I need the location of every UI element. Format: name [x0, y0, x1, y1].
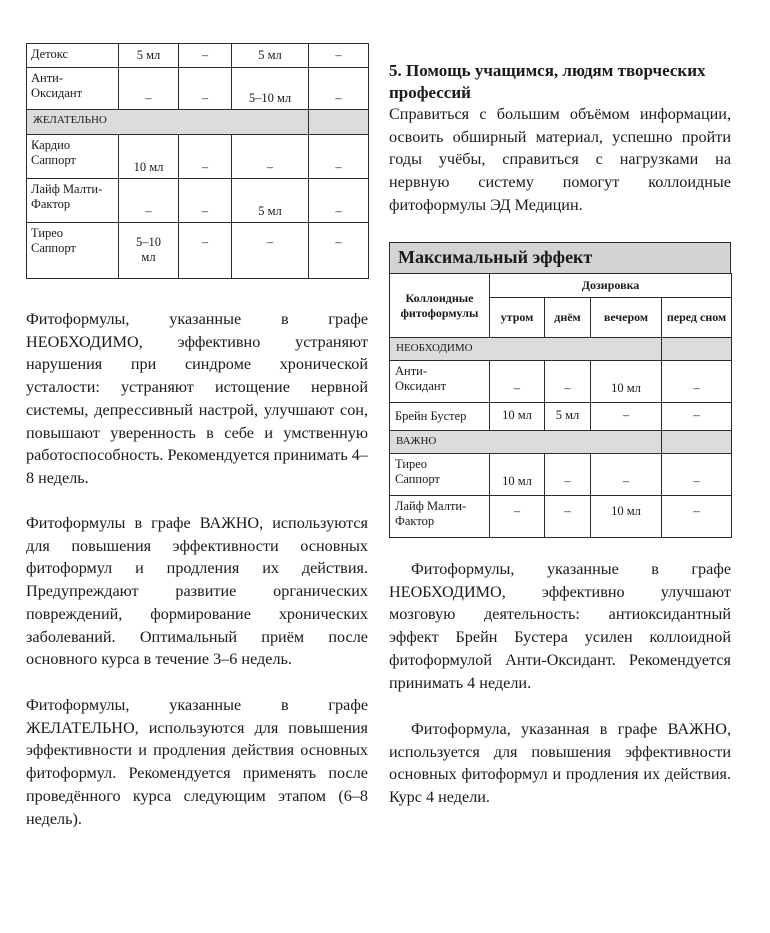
table-cell: – [179, 179, 232, 223]
table-cell: – [662, 403, 732, 431]
table-cell: – [309, 44, 369, 68]
paragraph: Фитоформулы, указанные в графе НЕОБХОДИМО, эффективно устраняют нарушения при синдроме хронической усталости: устраняют истощение нервной системы, депрессивный настрой, улучшают сон, повышают уверенность в себе и умственную работоспособность. Рекомендуется принимать 4–8 недель. [26, 310, 368, 487]
table-cell: 5 мл [545, 403, 591, 431]
table-section-row [27, 110, 369, 135]
table-row [27, 68, 369, 110]
column-header-name: Коллоидные фитоформулы [390, 274, 490, 338]
table-cell: – [490, 496, 545, 538]
table-cell-name: Кардио Саппорт [27, 135, 119, 179]
table-section-row [390, 431, 732, 454]
table-cell: 5–10 мл [119, 223, 179, 279]
table-cell: 10 мл [119, 135, 179, 179]
table-row [390, 496, 732, 538]
table-cell: 5–10 мл [232, 68, 309, 110]
table-cell: – [545, 361, 591, 403]
table-cell-name: Анти- Оксидант [27, 68, 119, 110]
table-cell: 10 мл [591, 496, 662, 538]
table-section-row [390, 338, 732, 361]
table-row [27, 44, 369, 68]
table-cell: 10 мл [591, 361, 662, 403]
table-cell [309, 110, 369, 135]
section-heading: 5. Помощь учащимся, людям творческих профессий [389, 61, 706, 102]
table-cell [662, 338, 732, 361]
table-cell: – [179, 135, 232, 179]
table-cell: – [179, 44, 232, 68]
right-dosage-table [389, 273, 732, 538]
paragraph: Фитоформула, указанная в графе ВАЖНО, используется для повышения эффективности основных фитоформул и продления их действия. Курс 4 недели. [389, 720, 731, 807]
table-row [390, 361, 732, 403]
table-cell: – [309, 179, 369, 223]
column-header-evening: вечером [591, 298, 662, 338]
table-cell: – [309, 68, 369, 110]
column-header-morning: утром [490, 298, 545, 338]
column-header-night: перед сном [662, 298, 732, 338]
left-dosage-table [26, 43, 369, 279]
paragraph: Фитоформулы, указанные в графе НЕОБХОДИМО, эффективно улучшают мозговую деятельность: антиоксидантный эффект Брейн Бустера усилен коллоидной фитоформулой Анти-Оксидант. Рекомендуется принимать 4 недели. [389, 560, 731, 692]
table-cell: – [232, 223, 309, 279]
table-cell-name: Тирео Саппорт [390, 454, 490, 496]
table-cell: – [662, 361, 732, 403]
table-row [390, 454, 732, 496]
table-cell: – [232, 135, 309, 179]
table-cell-name: Тирео Саппорт [27, 223, 119, 279]
intro-paragraph: Справиться с большим объёмом информации, освоить обширный материал, успешно пройти годы учёбы, справиться с нагрузками на нервную систему помогут коллоидные фитоформулы ЭД Медицин. [389, 105, 731, 214]
max-effect-table [389, 242, 731, 538]
table-header-row [390, 274, 732, 298]
table-cell: – [309, 135, 369, 179]
section-label: ВАЖНО [390, 431, 662, 454]
column-header-day: днём [545, 298, 591, 338]
table-cell-name: Детокс [27, 44, 119, 68]
table-cell: – [545, 496, 591, 538]
table-cell-name: Брейн Бустер [390, 403, 490, 431]
table-row [27, 179, 369, 223]
table-cell: – [545, 454, 591, 496]
table-cell: – [179, 68, 232, 110]
table-cell: 5 мл [119, 44, 179, 68]
table-cell: – [490, 361, 545, 403]
table-cell: 10 мл [490, 454, 545, 496]
table-cell: 5 мл [232, 179, 309, 223]
table-cell: – [119, 179, 179, 223]
paragraph: Фитоформулы в графе ВАЖНО, используются для повышения эффективности основных фитоформул и продления их действия. Предупреждают развитие органических повреждений, формирование хронических заболеваний. Оптимальный приём после основного курса в течение 3–6 недель. [26, 514, 368, 669]
table-cell: – [591, 454, 662, 496]
section-label: ЖЕЛАТЕЛЬНО [27, 110, 309, 135]
table-cell-name: Лайф Малти- Фактор [27, 179, 119, 223]
table-row [390, 403, 732, 431]
table-cell: – [591, 403, 662, 431]
table-cell: – [309, 223, 369, 279]
table-row [27, 223, 369, 279]
table-cell: – [119, 68, 179, 110]
table-cell: 5 мл [232, 44, 309, 68]
table-title: Максимальный эффект [389, 242, 731, 273]
table-cell: – [662, 454, 732, 496]
table-cell: – [662, 496, 732, 538]
table-row [27, 135, 369, 179]
table-cell: – [179, 223, 232, 279]
table-cell-name: Анти- Оксидант [390, 361, 490, 403]
table-cell: 10 мл [490, 403, 545, 431]
section-label: НЕОБХОДИМО [390, 338, 662, 361]
table-cell [662, 431, 732, 454]
table-cell-name: Лайф Малти- Фактор [390, 496, 490, 538]
column-header-dosage: Дозировка [490, 274, 732, 298]
paragraph: Фитоформулы, указанные в графе ЖЕЛАТЕЛЬНО, используются для повышения эффективности и продления действия основных фитоформул. Рекомендуется применять после проведённого курса следующим этапом (6–8 недель). [26, 696, 368, 828]
